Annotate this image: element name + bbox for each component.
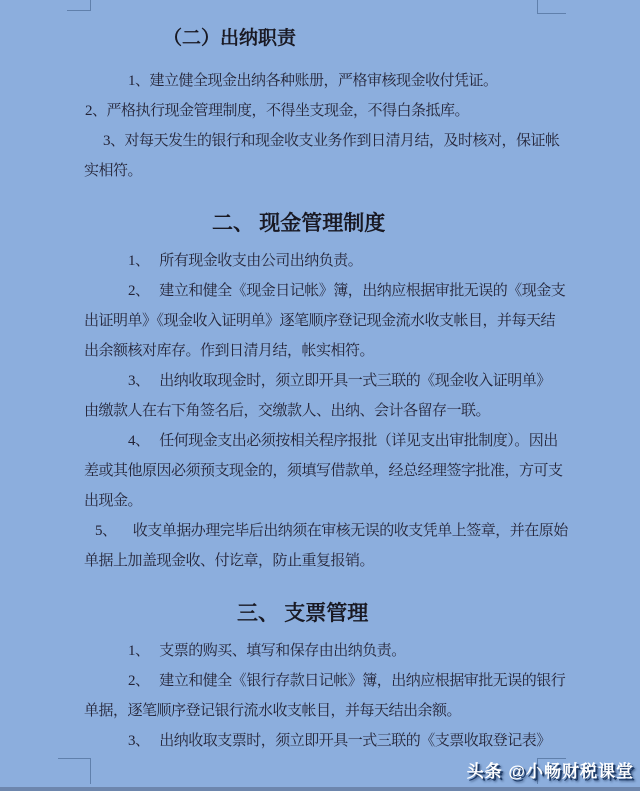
doc-text-line: 2、 建立和健全《银行存款日记帐》簿，出纳应根据审批无误的银行: [128, 673, 566, 689]
doc-text-line: 3、 出纳收取支票时，须立即开具一式三联的《支票收取登记表》: [128, 733, 551, 749]
doc-text-line: 5、 收支单据办理完毕后出纳须在审核无误的收支凭单上签章，并在原始: [95, 523, 568, 539]
section-heading: （二）出纳职责: [163, 28, 297, 49]
doc-text-line: 2、 建立和健全《现金日记帐》簿，出纳应根据审批无误的《现金支: [128, 283, 566, 299]
doc-text-line: 单据上加盖现金收、付讫章，防止重复报销。: [84, 553, 375, 569]
doc-text-line: 出现金。: [84, 493, 143, 509]
doc-text-line: 3、 出纳收取现金时，须立即开具一式三联的《现金收入证明单》: [128, 373, 551, 389]
doc-text-line: 差或其他原因必须预支现金的，须填写借款单，经总经理签字批准，方可支: [84, 463, 563, 479]
doc-text-line: 2、严格执行现金管理制度，不得坐支现金，不得白条抵库。: [85, 103, 470, 119]
bottom-edge-strip: [0, 787, 640, 791]
section-heading: 二、 现金管理制度: [212, 211, 386, 235]
doc-text-line: 实相符。: [84, 163, 143, 179]
doc-text-line: 出证明单》《现金收入证明单》逐笔顺序登记现金流水收支帐目，并每天结: [84, 313, 556, 329]
doc-text-line: 1、建立健全现金出纳各种账册，严格审核现金收付凭证。: [128, 73, 498, 89]
doc-text-line: 由缴款人在右下角签名后，交缴款人、出纳、会计各留存一联。: [84, 403, 491, 419]
doc-text-line: 1、 支票的购买、填写和保存由出纳负责。: [128, 643, 406, 659]
doc-text-line: 1、 所有现金收支由公司出纳负责。: [128, 253, 363, 269]
watermark: 头条 @小畅财税课堂: [466, 762, 634, 781]
doc-text-line: 出余额核对库存。作到日清月结，帐实相符。: [84, 343, 375, 359]
section-heading: 三、 支票管理: [237, 601, 369, 625]
doc-text-line: 3、对每天发生的银行和现金收支业务作到日清月结，及时核对，保证帐: [103, 133, 560, 149]
doc-text-line: 单据，逐笔顺序登记银行流水收支帐目，并每天结出余额。: [84, 703, 462, 719]
doc-text-line: 4、 任何现金支出必须按相关程序报批（详见支出审批制度）。因出: [128, 433, 558, 449]
